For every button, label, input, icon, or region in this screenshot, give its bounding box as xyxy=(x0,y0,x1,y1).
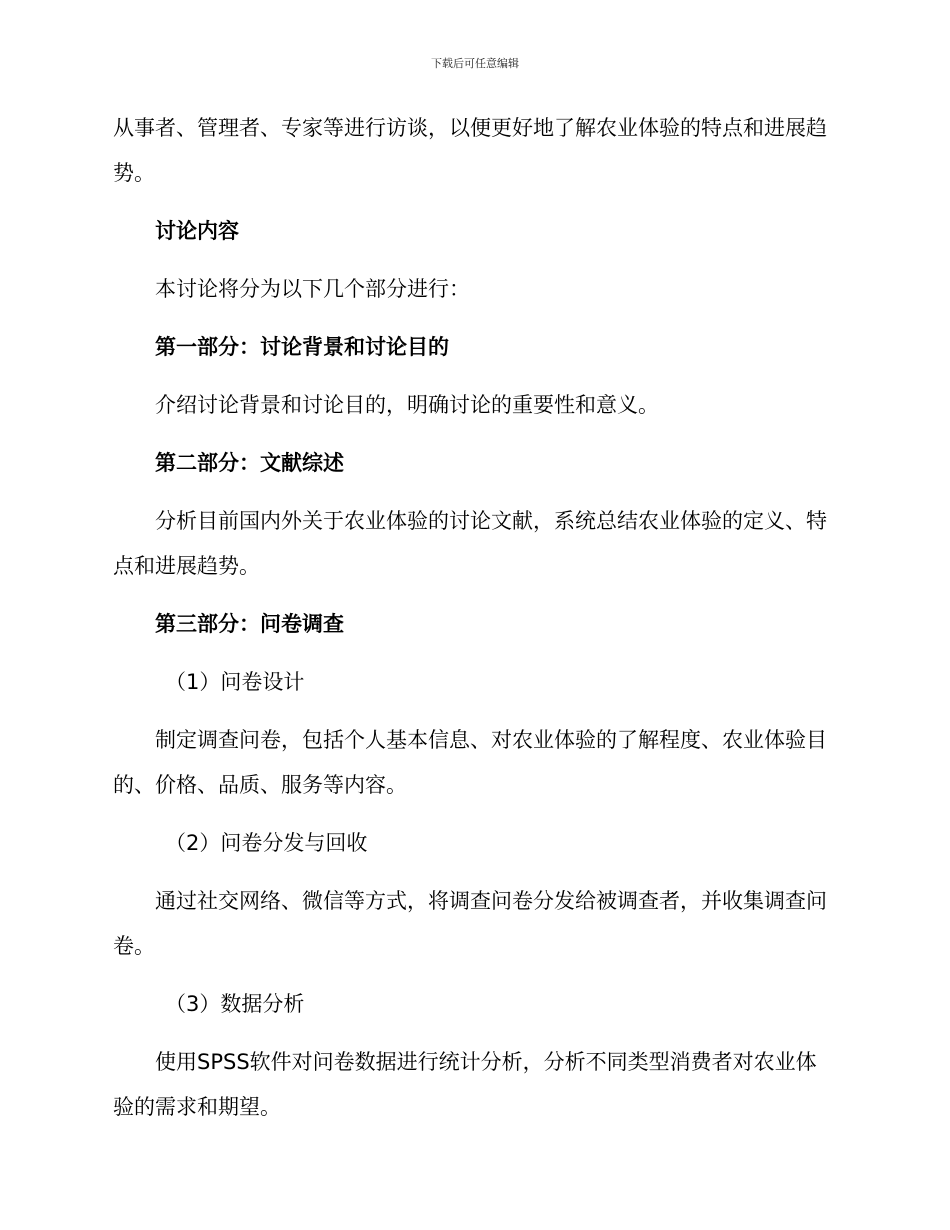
section-heading: 讨论内容 xyxy=(155,219,239,243)
paragraph: 制定调查问卷，包括个人基本信息、对农业体验的了解程度、农业体验目的、价格、品质、服务等内容。 xyxy=(113,728,827,797)
paragraph: 通过社交网络、微信等方式，将调查问卷分发给被调查者，并收集调查问卷。 xyxy=(113,889,827,958)
paragraph: 介绍讨论背景和讨论目的，明确讨论的重要性和意义。 xyxy=(155,393,659,417)
page-header: 下载后可任意编辑 xyxy=(431,57,519,70)
paragraph: 分析目前国内外关于农业体验的讨论文献，系统总结农业体验的定义、特点和进展趋势。 xyxy=(113,509,827,578)
document-body xyxy=(113,106,831,1130)
subsection-heading: （2）问卷分发与回收 xyxy=(165,831,368,855)
subsection-heading: （1）问卷设计 xyxy=(165,670,305,694)
section-heading: 第一部分：讨论背景和讨论目的 xyxy=(155,335,449,359)
paragraph: 本讨论将分为以下几个部分进行： xyxy=(155,277,470,301)
paragraph-continuation: 从事者、管理者、专家等进行访谈，以便更好地了解农业体验的特点和进展趋势。 xyxy=(113,116,827,185)
paragraph: 使用SPSS软件对问卷数据进行统计分析，分析不同类型消费者对农业体验的需求和期望。 xyxy=(113,1050,817,1119)
section-heading: 第三部分：问卷调查 xyxy=(155,612,344,636)
section-heading: 第二部分：文献综述 xyxy=(155,451,344,475)
subsection-heading: （3）数据分析 xyxy=(165,992,305,1016)
